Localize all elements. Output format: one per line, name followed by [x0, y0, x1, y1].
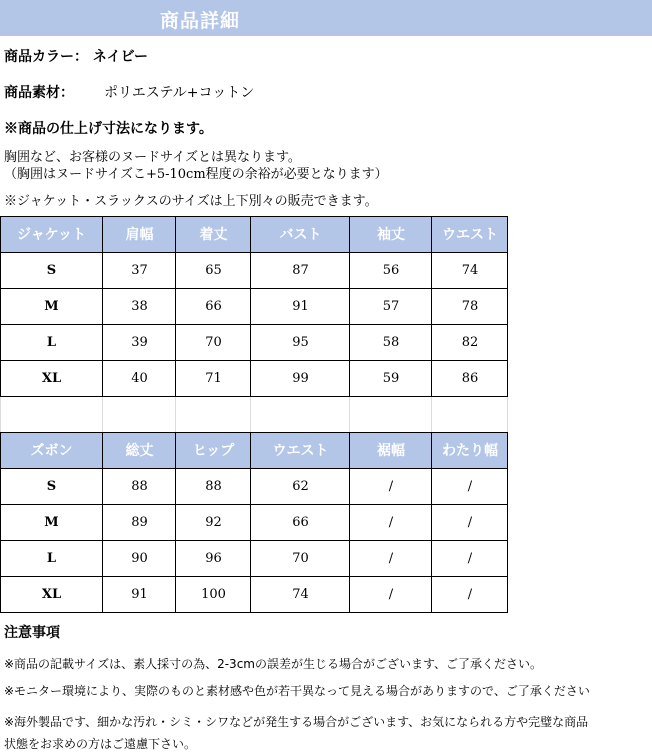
pants-cell: 88	[205, 478, 222, 494]
jacket-header-cell: ジャケット	[0, 216, 103, 252]
pants-cell: L	[46, 550, 57, 566]
table-rule	[175, 432, 176, 613]
jacket-header-cell: 袖丈	[350, 216, 432, 252]
pants-header-cell: 総丈	[103, 432, 176, 468]
jacket-header-cell: 肩幅	[103, 216, 176, 252]
pants-cell: 100	[201, 586, 226, 602]
material-label: 商品素材：	[4, 85, 74, 101]
table-rule	[250, 216, 251, 397]
pants-cell: 90	[131, 550, 148, 566]
jacket-cell: 57	[382, 298, 400, 314]
jacket-cell: 39	[131, 334, 148, 350]
jacket-cell: 71	[205, 370, 222, 386]
jacket-cell: XL	[41, 370, 62, 386]
pants-cell: /	[388, 514, 394, 530]
table-rule	[431, 216, 432, 397]
jacket-header-cell: 着丈	[176, 216, 251, 252]
pants-cell: /	[388, 550, 394, 566]
pants-cell: 96	[205, 550, 222, 566]
color-line: 商品カラー： ネイビー	[4, 49, 149, 65]
pants-header-cell: ウエスト	[251, 432, 350, 468]
table-rule	[0, 432, 1, 613]
table-rule	[431, 432, 432, 613]
table-rule	[349, 216, 350, 397]
table-rule	[349, 432, 350, 613]
jacket-cell: 65	[205, 262, 222, 278]
jacket-cell: 66	[205, 298, 222, 314]
spacer-rule	[431, 397, 432, 432]
table-rule	[175, 216, 176, 397]
jacket-cell: 82	[461, 334, 479, 350]
jacket-cell: L	[46, 334, 57, 350]
spacer-rule	[250, 397, 251, 432]
table-rule	[507, 432, 508, 613]
pants-cell: 92	[205, 514, 222, 530]
page-title: 商品詳細	[160, 10, 241, 32]
pants-cell: 74	[292, 586, 309, 602]
jacket-cell: 40	[131, 370, 148, 386]
material-value: ポリエステル+コットン	[104, 85, 255, 101]
jacket-cell: 91	[292, 298, 309, 314]
note-item: ※海外製品です、細かな汚れ・シミ・シワなどが発生する場合がございます、お気になられる方や完璧な商品	[4, 715, 589, 729]
jacket-header-cell: ウエスト	[432, 216, 508, 252]
pants-cell: 89	[131, 514, 148, 530]
spacer-rule	[102, 397, 103, 432]
pants-cell: 91	[131, 586, 148, 602]
chest-note-2: （胸囲はヌードサイズこ+5-10cm程度の余裕が必要となります）	[4, 167, 388, 182]
jacket-cell: 58	[382, 334, 400, 350]
finish-note: ※商品の仕上げ寸法になります。	[4, 121, 213, 137]
table-rule	[102, 216, 103, 397]
jacket-cell: 99	[292, 370, 309, 386]
table-rule	[250, 432, 251, 613]
jacket-cell: 59	[382, 370, 400, 386]
jacket-cell: 37	[131, 262, 148, 278]
pants-cell: /	[467, 514, 473, 530]
pants-header-cell: ヒップ	[176, 432, 251, 468]
notes-title: 注意事項	[4, 625, 60, 641]
note-item: 状態をお求めの方はご遠慮下さい。	[4, 737, 197, 751]
pants-cell: 70	[292, 550, 309, 566]
pants-cell: 62	[292, 478, 309, 494]
note-item: ※モニター環境により、実際のものと素材感や色が若干異なって見える場合がありますので、ご了承ください	[4, 684, 590, 698]
jacket-cell: 87	[292, 262, 309, 278]
pants-cell: XL	[41, 586, 62, 602]
spacer-rule	[507, 397, 508, 432]
header-bar	[0, 0, 652, 36]
pants-header-cell: ズボン	[0, 432, 103, 468]
spacer-rule	[0, 397, 1, 432]
pants-cell: M	[44, 514, 59, 530]
pants-cell: /	[388, 478, 394, 494]
pants-header-cell: わたり幅	[432, 432, 508, 468]
jacket-cell: 95	[292, 334, 309, 350]
pants-cell: /	[467, 550, 473, 566]
table-rule	[507, 216, 508, 397]
table-rule	[102, 432, 103, 613]
pants-cell: /	[467, 478, 473, 494]
jacket-header-cell: バスト	[251, 216, 350, 252]
pants-cell: 88	[131, 478, 148, 494]
pants-header-cell: 裾幅	[350, 432, 432, 468]
jacket-cell: 78	[461, 298, 479, 314]
jacket-cell: S	[46, 262, 57, 278]
jacket-cell: 86	[461, 370, 479, 386]
jacket-cell: M	[44, 298, 59, 314]
jacket-cell: 74	[461, 262, 479, 278]
jacket-cell: 38	[131, 298, 148, 314]
chest-note-1: 胸囲など、お客様のヌードサイズとは異なります。	[4, 150, 301, 165]
table-rule	[0, 216, 1, 397]
pants-cell: 66	[292, 514, 309, 530]
pants-cell: S	[46, 478, 57, 494]
spacer-rule	[349, 397, 350, 432]
jacket-cell: 70	[205, 334, 222, 350]
note-item: ※商品の記載サイズは、素人採寸の為、2-3cmの誤差が生じる場合がございます、ご了承ください。	[4, 657, 543, 671]
spacer-rule	[175, 397, 176, 432]
jacket-cell: 56	[382, 262, 400, 278]
separate-note: ※ジャケット・スラックスのサイズは上下別々の販売できます。	[4, 194, 378, 209]
pants-cell: /	[388, 586, 394, 602]
pants-cell: /	[467, 586, 473, 602]
